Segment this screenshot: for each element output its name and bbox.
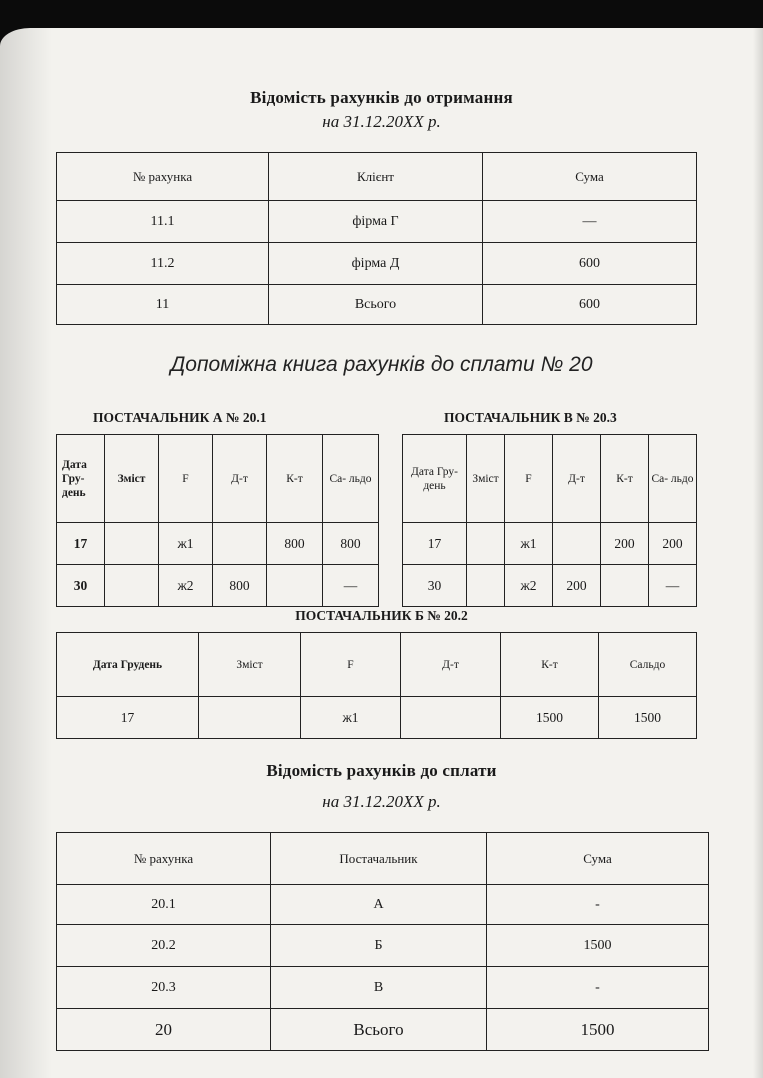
table-cell: — [483, 201, 697, 243]
table-cell: А [271, 885, 487, 925]
table-cell: 200 [601, 523, 649, 565]
receivables-table [56, 152, 697, 325]
table-cell: 20.3 [57, 967, 271, 1009]
table-cell [467, 565, 505, 607]
document-page [0, 28, 763, 1078]
table-cell: 800 [267, 523, 323, 565]
payables-subtitle: на 31.12.20ХХ р. [322, 792, 441, 811]
column-header: Д-т [213, 435, 267, 523]
table-row [403, 523, 697, 565]
table-cell: 200 [553, 565, 601, 607]
column-header: Постачальник [271, 833, 487, 885]
page-binding-shadow [0, 28, 52, 1078]
supplier-v-table [402, 434, 697, 607]
column-header: Сальдо [599, 633, 697, 697]
column-header: F [505, 435, 553, 523]
column-header: Са- льдо [649, 435, 697, 523]
column-header: Зміст [199, 633, 301, 697]
table-row [403, 565, 697, 607]
table-header-row [403, 435, 697, 523]
table-row [57, 967, 709, 1009]
table-cell [467, 523, 505, 565]
table-cell: Всього [271, 1009, 487, 1051]
column-header: F [301, 633, 401, 697]
table-row [57, 925, 709, 967]
table-cell: — [649, 565, 697, 607]
table-cell: 20 [57, 1009, 271, 1051]
supplier-v-title: ПОСТАЧАЛЬНИК В № 20.3 [444, 410, 617, 425]
table-cell: 1500 [487, 925, 709, 967]
column-header: № рахунка [57, 153, 269, 201]
table-cell: 1500 [501, 697, 599, 739]
table-cell [105, 565, 159, 607]
table-cell: фірма Д [269, 243, 483, 285]
table-cell: ж1 [159, 523, 213, 565]
table-cell: — [323, 565, 379, 607]
column-header: Д-т [553, 435, 601, 523]
table-cell: ж2 [505, 565, 553, 607]
table-cell: фірма Г [269, 201, 483, 243]
table-header-row [57, 633, 697, 697]
table-cell: 800 [213, 565, 267, 607]
table-header-row [57, 435, 379, 523]
table-cell: 1500 [487, 1009, 709, 1051]
column-header: Дата Гру- день [57, 435, 105, 523]
table-cell: - [487, 885, 709, 925]
column-header: Д-т [401, 633, 501, 697]
table-header-row [57, 833, 709, 885]
payables-table [56, 832, 709, 1051]
table-row [57, 523, 379, 565]
table-cell: 800 [323, 523, 379, 565]
page-edge-shadow [753, 28, 763, 1078]
table-cell: ж1 [301, 697, 401, 739]
table-cell: 17 [57, 523, 105, 565]
column-header: F [159, 435, 213, 523]
table-cell [199, 697, 301, 739]
payables-title: Відомість рахунків до сплати [266, 761, 497, 780]
table-cell [601, 565, 649, 607]
supplier-a-table [56, 434, 379, 607]
receivables-subtitle: на 31.12.20ХХ р. [322, 112, 441, 131]
table-cell: Всього [269, 285, 483, 325]
column-header: Сума [483, 153, 697, 201]
table-cell: 1500 [599, 697, 697, 739]
table-cell: 11.1 [57, 201, 269, 243]
table-row [57, 885, 709, 925]
table-cell: 11 [57, 285, 269, 325]
column-header: Дата Грудень [57, 633, 199, 697]
table-cell: 20.2 [57, 925, 271, 967]
table-cell [267, 565, 323, 607]
table-cell: Б [271, 925, 487, 967]
column-header: Сума [487, 833, 709, 885]
table-cell: 600 [483, 285, 697, 325]
table-row [57, 565, 379, 607]
table-header-row [57, 153, 697, 201]
table-cell: ж2 [159, 565, 213, 607]
table-row [57, 285, 697, 325]
table-cell: ж1 [505, 523, 553, 565]
table-cell [401, 697, 501, 739]
table-cell [213, 523, 267, 565]
table-cell: 600 [483, 243, 697, 285]
table-cell: 11.2 [57, 243, 269, 285]
receivables-title: Відомість рахунків до отримання [250, 88, 513, 107]
table-cell: В [271, 967, 487, 1009]
book-title: Допоміжна книга рахунків до сплати № 20 [170, 353, 593, 376]
supplier-b-title: ПОСТАЧАЛЬНИК Б № 20.2 [295, 608, 468, 623]
column-header: Зміст [105, 435, 159, 523]
table-row [57, 243, 697, 285]
column-header: Зміст [467, 435, 505, 523]
table-cell: 17 [403, 523, 467, 565]
column-header: К-т [601, 435, 649, 523]
table-cell: 20.1 [57, 885, 271, 925]
column-header: К-т [267, 435, 323, 523]
table-row [57, 201, 697, 243]
table-cell: 200 [649, 523, 697, 565]
column-header: № рахунка [57, 833, 271, 885]
table-row [57, 697, 697, 739]
table-cell: 17 [57, 697, 199, 739]
table-row [57, 1009, 709, 1051]
supplier-a-title: ПОСТАЧАЛЬНИК А № 20.1 [93, 410, 267, 425]
column-header: Клієнт [269, 153, 483, 201]
column-header: Са- льдо [323, 435, 379, 523]
table-cell: - [487, 967, 709, 1009]
table-cell: 30 [403, 565, 467, 607]
column-header: К-т [501, 633, 599, 697]
supplier-b-table [56, 632, 697, 739]
table-cell [105, 523, 159, 565]
table-cell: 30 [57, 565, 105, 607]
column-header: Дата Гру- день [403, 435, 467, 523]
table-cell [553, 523, 601, 565]
